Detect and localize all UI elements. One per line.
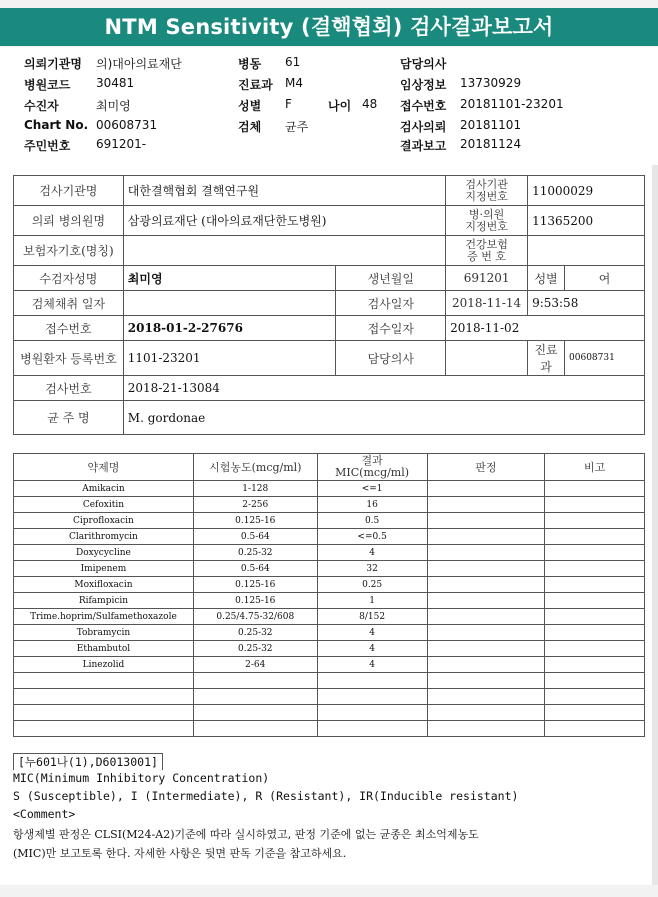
hospital-name-value: 삼광의료재단 (대아의료재단한도병원) (123, 206, 445, 236)
drug-name-cell: Clarithromycin (14, 529, 194, 545)
remarks-cell (545, 545, 645, 561)
remarks-cell (545, 657, 645, 673)
remarks-cell (545, 673, 645, 689)
info-value: 의)대아의료재단 (96, 57, 182, 71)
table-row (14, 625, 645, 641)
comment-code: [누601나(1),D6013001] (13, 753, 163, 770)
table-row (14, 657, 645, 673)
lab-name-label: 검사기관명 (14, 176, 124, 206)
concentration-cell: 0.25-32 (193, 625, 317, 641)
interpretation-header: 판정 (427, 454, 545, 481)
collection-date-value (123, 291, 336, 316)
remarks-header: 비고 (545, 454, 645, 481)
mic-cell: 1 (317, 593, 427, 609)
report-title: NTM Sensitivity (결핵협회) 검사결과보고서 (0, 8, 658, 46)
drug-name-cell (14, 673, 194, 689)
mic-cell: 4 (317, 657, 427, 673)
remarks-cell (545, 561, 645, 577)
department-value: 00608731 (565, 341, 645, 376)
info-value: 균주 (285, 120, 309, 134)
table-row (14, 593, 645, 609)
interpretation-cell (427, 593, 545, 609)
drug-name-cell: Trime.hoprim/Sulfamethoxazole (14, 609, 194, 625)
patient-info-panel (0, 47, 658, 165)
table-row (14, 577, 645, 593)
lab-name-value: 대한결핵협회 결핵연구원 (123, 176, 445, 206)
sex-value: 여 (565, 266, 645, 291)
table-row (14, 529, 645, 545)
test-number-label: 검사번호 (14, 376, 124, 401)
remarks-cell (545, 641, 645, 657)
table-row (14, 721, 645, 737)
mic-header: 결과 MIC(mcg/ml) (317, 454, 427, 481)
sex-label: 성별 (528, 266, 565, 291)
birth-date-label: 생년월일 (336, 266, 446, 291)
info-label: 검체 (238, 120, 262, 134)
drug-name-cell: Ciprofloxacin (14, 513, 194, 529)
concentration-cell: 0.5-64 (193, 529, 317, 545)
concentration-cell: 2-256 (193, 497, 317, 513)
table-row (14, 497, 645, 513)
drug-name-cell: Moxifloxacin (14, 577, 194, 593)
registration-number-label: 병원환자 등록번호 (14, 341, 124, 376)
comment-line: MIC(Minimum Inhibitory Concentration) (13, 771, 270, 785)
concentration-cell: 0.25/4.75-32/608 (193, 609, 317, 625)
concentration-header: 시험농도(mcg/ml) (193, 454, 317, 481)
patient-name-value: 최미영 (123, 266, 336, 291)
remarks-cell (545, 705, 645, 721)
page-edge-shadow (652, 165, 658, 885)
mic-cell (317, 721, 427, 737)
info-label: 결과보고 (400, 139, 447, 153)
drug-name-cell: Linezolid (14, 657, 194, 673)
hospital-number-label: 병·의원 지정번호 (446, 206, 528, 236)
mic-cell: 4 (317, 625, 427, 641)
comment-line: <Comment> (13, 807, 76, 821)
department-label: 진료과 (528, 341, 565, 376)
hospital-name-label: 의뢰 병의원명 (14, 206, 124, 236)
lab-number-label: 검사기관 지정번호 (446, 176, 528, 206)
test-time-value: 9:53:58 (528, 291, 645, 316)
drug-name-cell (14, 705, 194, 721)
registration-number-value: 1101-23201 (123, 341, 336, 376)
receipt-number-label: 접수번호 (14, 316, 124, 341)
info-label: 의뢰기관명 (24, 57, 82, 71)
remarks-cell (545, 513, 645, 529)
concentration-cell: 0.25-32 (193, 545, 317, 561)
insurer-value (123, 236, 445, 266)
concentration-cell (193, 705, 317, 721)
patient-name-label: 수검자성명 (14, 266, 124, 291)
concentration-cell (193, 673, 317, 689)
interpretation-cell (427, 689, 545, 705)
strain-value: M. gordonae (123, 401, 644, 435)
mic-cell: 32 (317, 561, 427, 577)
insurer-label: 보험자기호(명칭) (14, 236, 124, 266)
concentration-cell: 1-128 (193, 481, 317, 497)
info-value: M4 (285, 76, 303, 90)
drug-name-cell: Tobramycin (14, 625, 194, 641)
table-row (14, 689, 645, 705)
concentration-cell: 2-64 (193, 657, 317, 673)
info-label: 진료과 (238, 78, 273, 92)
mic-cell: <=0.5 (317, 529, 427, 545)
concentration-cell: 0.25-32 (193, 641, 317, 657)
remarks-cell (545, 689, 645, 705)
interpretation-cell (427, 513, 545, 529)
remarks-cell (545, 577, 645, 593)
comment-line: S (Susceptible), I (Intermediate), R (Resistant), IR(Inducible resistant) (13, 789, 519, 803)
strain-label: 균 주 명 (14, 401, 124, 435)
concentration-cell (193, 689, 317, 705)
interpretation-cell (427, 625, 545, 641)
table-row (14, 673, 645, 689)
info-label: 접수번호 (400, 99, 447, 113)
drug-name-cell: Cefoxitin (14, 497, 194, 513)
info-label: 수진자 (24, 99, 59, 113)
remarks-cell (545, 625, 645, 641)
info-value: 13730929 (460, 76, 522, 90)
comment-line: 항생제별 판정은 CLSI(M24-A2)기준에 따라 실시하였고, 판정 기준에 없는 균종은 최소억제농도 (13, 828, 479, 841)
info-label: 임상정보 (400, 78, 447, 92)
doctor-value (446, 341, 528, 376)
interpretation-cell (427, 497, 545, 513)
info-label: 병원코드 (24, 78, 71, 92)
comment-line: (MIC)만 보고토록 한다. 자세한 사항은 뒷면 판독 기준을 참고하세요. (13, 847, 347, 860)
doctor-label: 담당의사 (336, 341, 446, 376)
concentration-cell: 0.125-16 (193, 577, 317, 593)
interpretation-cell (427, 705, 545, 721)
susceptibility-results-table (13, 453, 645, 737)
test-date-value: 2018-11-14 (446, 291, 528, 316)
mic-cell: 4 (317, 545, 427, 561)
table-row (14, 609, 645, 625)
interpretation-cell (427, 577, 545, 593)
interpretation-cell (427, 481, 545, 497)
remarks-cell (545, 721, 645, 737)
table-row (14, 481, 645, 497)
report-form (0, 165, 658, 885)
comment-box (13, 753, 645, 873)
health-insurance-value (528, 236, 645, 266)
interpretation-cell (427, 641, 545, 657)
mic-cell: 0.25 (317, 577, 427, 593)
concentration-cell: 0.125-16 (193, 513, 317, 529)
mic-cell (317, 689, 427, 705)
concentration-cell: 0.5-64 (193, 561, 317, 577)
remarks-cell (545, 593, 645, 609)
info-value: 최미영 (96, 99, 131, 113)
info-value: 00608731 (96, 118, 158, 132)
mic-cell (317, 705, 427, 721)
remarks-cell (545, 609, 645, 625)
drug-name-cell (14, 721, 194, 737)
receipt-number-value: 2018-01-2-27676 (123, 316, 336, 341)
health-insurance-label: 건강보험 증 번 호 (446, 236, 528, 266)
drug-header: 약제명 (14, 454, 194, 481)
interpretation-cell (427, 673, 545, 689)
interpretation-cell (427, 657, 545, 673)
mic-cell: 0.5 (317, 513, 427, 529)
drug-name-cell: Doxycycline (14, 545, 194, 561)
mic-cell: 4 (317, 641, 427, 657)
info-value: 20181101 (460, 118, 522, 132)
info-value: F (285, 97, 292, 111)
receipt-date-label: 접수일자 (336, 316, 446, 341)
info-label: 검사의뢰 (400, 120, 447, 134)
interpretation-cell (427, 609, 545, 625)
birth-date-value: 691201 (446, 266, 528, 291)
info-value: 48 (362, 97, 378, 111)
table-row (14, 561, 645, 577)
table-row (14, 545, 645, 561)
info-label: 담당의사 (400, 57, 447, 71)
info-label: 나이 (328, 99, 352, 113)
info-value: 20181101-23201 (460, 97, 564, 111)
drug-name-cell: Ethambutol (14, 641, 194, 657)
info-label: 병동 (238, 57, 262, 71)
table-row (14, 705, 645, 721)
table-row (14, 513, 645, 529)
remarks-cell (545, 481, 645, 497)
drug-name-cell: Amikacin (14, 481, 194, 497)
info-label: 성별 (238, 99, 262, 113)
interpretation-cell (427, 529, 545, 545)
info-value: 61 (285, 55, 301, 69)
test-number-value: 2018-21-13084 (123, 376, 644, 401)
drug-name-cell: Rifampicin (14, 593, 194, 609)
concentration-cell: 0.125-16 (193, 593, 317, 609)
info-value: 20181124 (460, 137, 522, 151)
info-label: 주민번호 (24, 139, 71, 153)
interpretation-cell (427, 545, 545, 561)
info-value: 30481 (96, 76, 135, 90)
info-value: 691201- (96, 137, 147, 151)
mic-cell: <=1 (317, 481, 427, 497)
info-label: Chart No. (24, 118, 89, 132)
test-date-label: 검사일자 (336, 291, 446, 316)
remarks-cell (545, 497, 645, 513)
mic-cell (317, 673, 427, 689)
mic-cell: 8/152 (317, 609, 427, 625)
interpretation-cell (427, 721, 545, 737)
drug-name-cell: Imipenem (14, 561, 194, 577)
specimen-info-table (13, 175, 645, 435)
hospital-number-value: 11365200 (528, 206, 645, 236)
remarks-cell (545, 529, 645, 545)
lab-number-value: 11000029 (528, 176, 645, 206)
concentration-cell (193, 721, 317, 737)
interpretation-cell (427, 561, 545, 577)
receipt-date-value: 2018-11-02 (446, 316, 645, 341)
table-row (14, 641, 645, 657)
drug-name-cell (14, 689, 194, 705)
mic-cell: 16 (317, 497, 427, 513)
collection-date-label: 검체채취 일자 (14, 291, 124, 316)
